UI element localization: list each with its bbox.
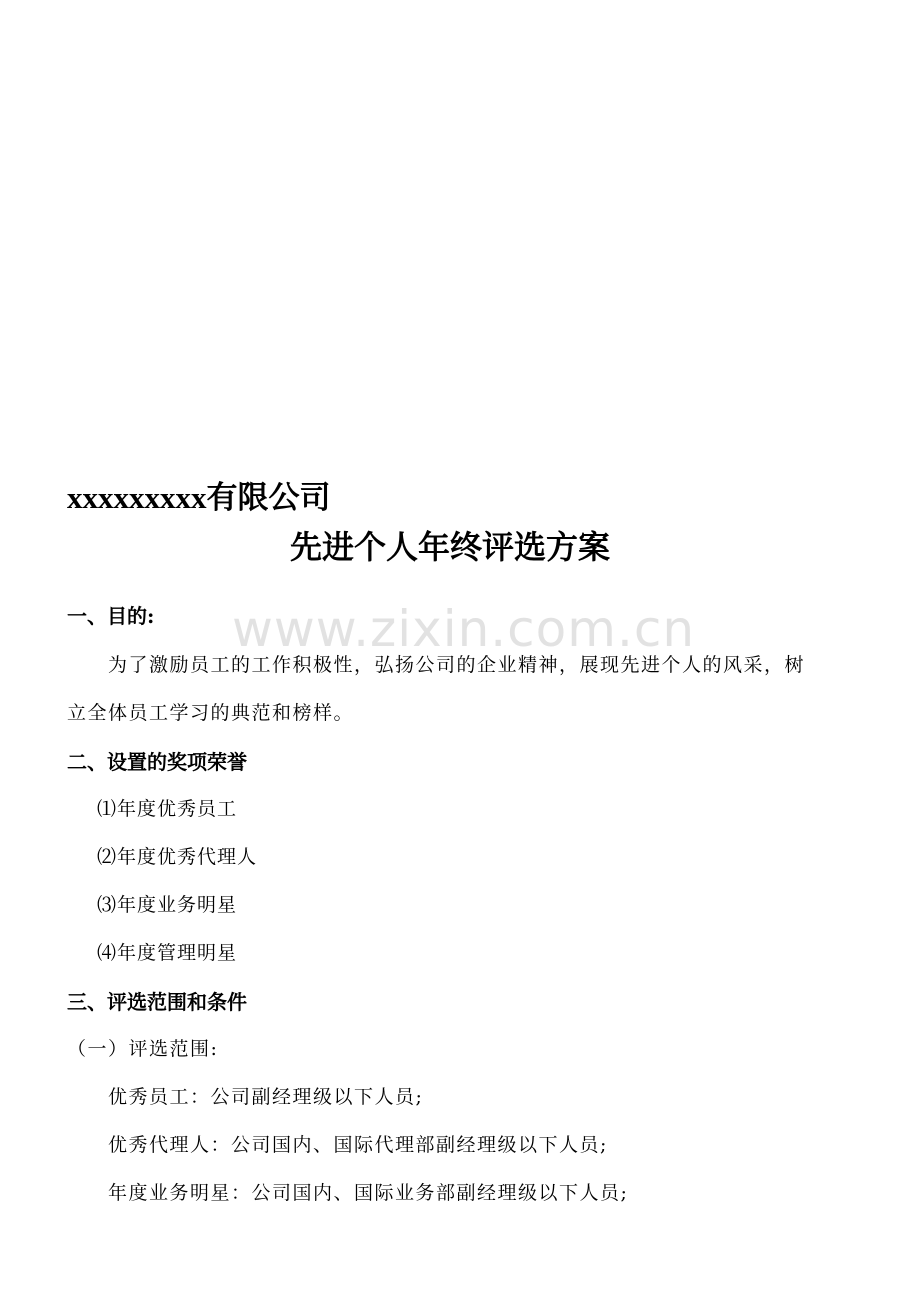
award-item: ⑷年度管理明星 <box>97 942 238 964</box>
watermark: www.zixin.com.cn <box>232 600 696 658</box>
award-item: ⑵年度优秀代理人 <box>97 846 258 868</box>
purpose-paragraph-line-2: 立全体员工学习的典范和榜样。 <box>67 702 355 724</box>
scope-line: 优秀代理人：公司国内、国际代理部副经理级以下人员; <box>108 1134 608 1156</box>
scope-subheading: （一）评选范围: <box>67 1038 219 1060</box>
section-heading-awards: 二、设置的奖项荣誉 <box>67 750 247 774</box>
company-name-prefix: xxxxxxxxx <box>67 480 207 515</box>
section-heading-scope: 三、评选范围和条件 <box>67 990 247 1014</box>
document-title: 先进个人年终评选方案 <box>290 528 611 566</box>
award-item: ⑶年度业务明星 <box>97 894 238 916</box>
purpose-paragraph-line-1: 为了激励员工的工作积极性，弘扬公司的企业精神，展现先进个人的风采，树 <box>108 654 806 676</box>
company-name-suffix: 有限公司 <box>206 480 331 516</box>
section-heading-purpose: 一、目的: <box>67 604 155 628</box>
scope-line: 年度业务明星：公司国内、国际业务部副经理级以下人员; <box>108 1182 629 1204</box>
scope-line: 优秀员工：公司副经理级以下人员; <box>108 1086 424 1108</box>
award-item: ⑴年度优秀员工 <box>97 798 238 820</box>
company-name <box>67 472 331 517</box>
